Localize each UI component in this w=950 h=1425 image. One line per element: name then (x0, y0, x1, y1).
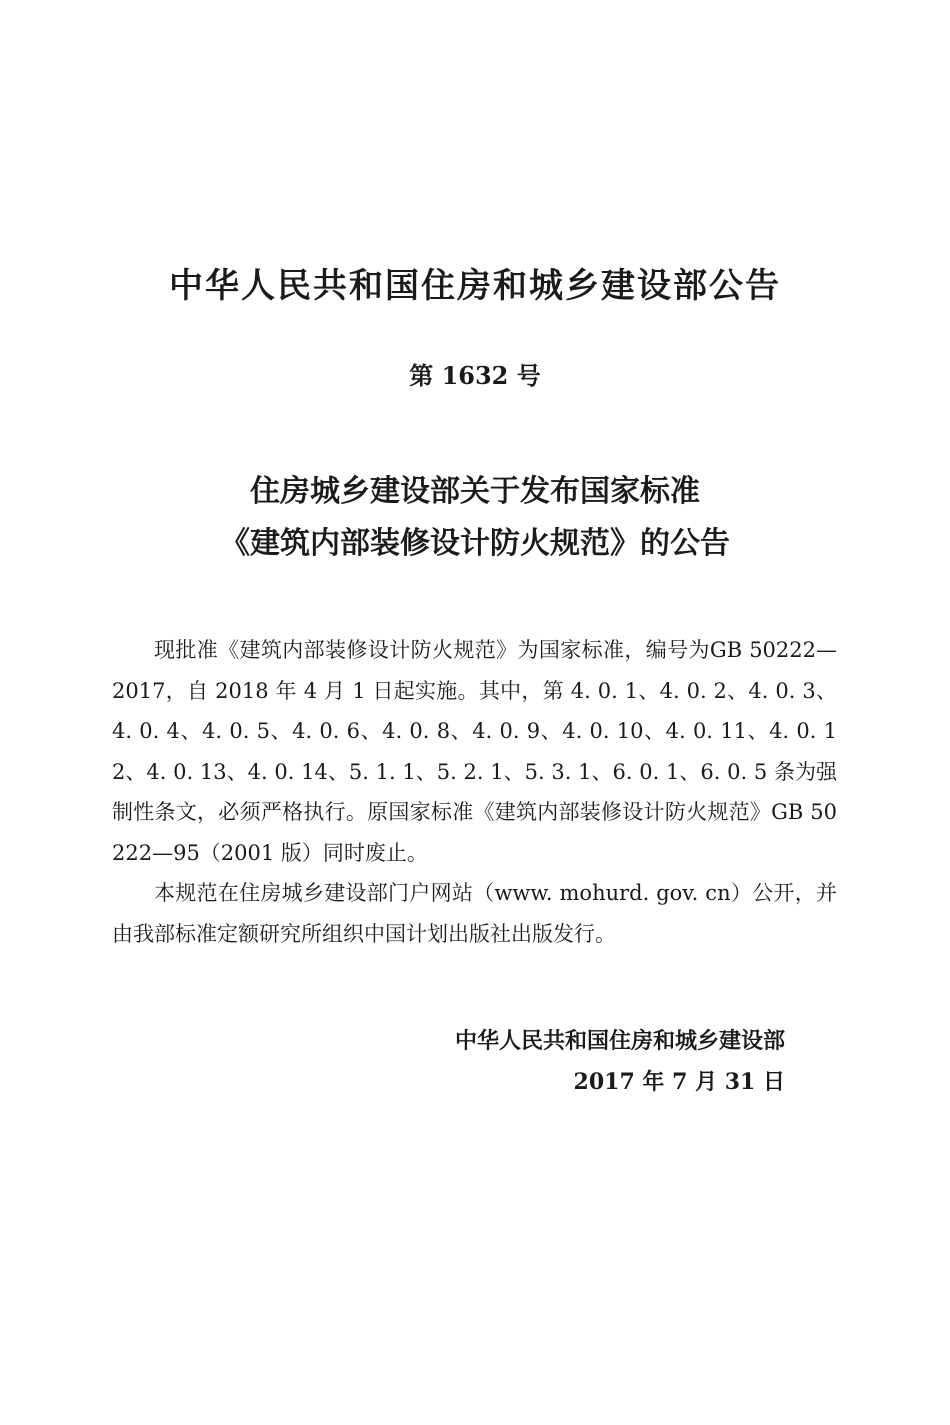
body-paragraph-1: 现批准《建筑内部装修设计防火规范》为国家标准，编号为GB 50222—2017，自 2018 年 4 月 1 日起实施。其中，第 4. 0. 1、4. 0. 2、4. 0. 3、4. 0. 4、4. 0. 5、4. 0. 6、4. 0. 8、4. 0. 9、4. 0. 10、4. 0. 11、4. 0. 12、4. 0. 13、4. 0. 14、5. 1. 1、5. 2. 1、5. 3. 1、6. 0. 1、6. 0. 5 条为强制性条文，必须严格执行。原国家标准《建筑内部装修设计防火规范》GB 50222—95（2001 版）同时废止。 (112, 638, 837, 865)
announcement-number: 第 1632 号 (409, 361, 541, 390)
subtitle-line-1: 住房城乡建设部关于发布国家标准 (250, 474, 700, 509)
subtitle-line-2: 《建筑内部装修设计防火规范》的公告 (220, 526, 730, 561)
signature-block (455, 1022, 785, 1102)
announcement-subtitle (0, 466, 950, 570)
issue-date: 2017 年 7 月 31 日 (573, 1069, 785, 1095)
announcement-title: 中华人民共和国住房和城乡建设部公告 (169, 266, 781, 306)
announcement-body (112, 630, 837, 954)
body-paragraph-2: 本规范在住房城乡建设部门户网站（www. mohurd. gov. cn）公开，并由我部标准定额研究所组织中国计划出版社出版发行。 (112, 881, 837, 946)
issuer-name: 中华人民共和国住房和城乡建设部 (454, 1029, 785, 1054)
